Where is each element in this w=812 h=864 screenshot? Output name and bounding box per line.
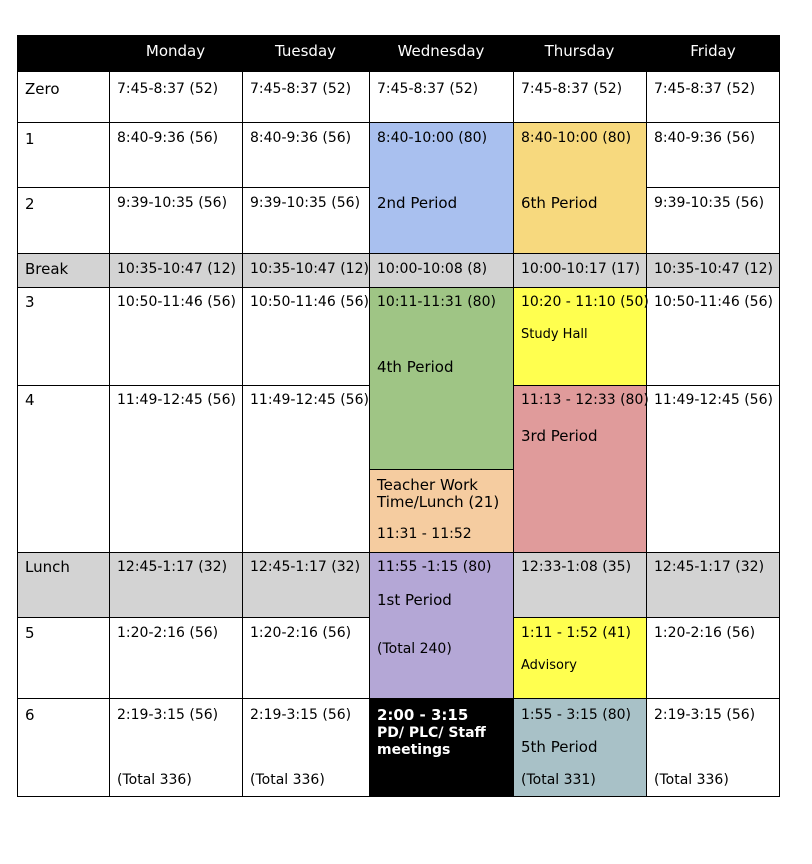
tue-total: (Total 336) (250, 772, 325, 788)
thu-6th-period-label: 6th Period (521, 194, 598, 212)
thu-3rd-period-time: 11:13 - 12:33 (80) (521, 392, 649, 408)
row-label-5: 5 (25, 624, 35, 642)
thu-5th-period-time: 1:55 - 3:15 (80) (521, 707, 632, 723)
wed-zero: 7:45-8:37 (52) (377, 81, 479, 97)
tue-zero: 7:45-8:37 (52) (250, 81, 352, 97)
thu-zero: 7:45-8:37 (52) (521, 81, 623, 97)
header-friday: Friday (646, 35, 780, 72)
fri-break: 10:35-10:47 (12) (654, 261, 773, 277)
wed-teacher-work-time: 11:31 - 11:52 (377, 526, 472, 542)
mon-break: 10:35-10:47 (12) (117, 261, 236, 277)
wed-1st-period-label: 1st Period (377, 591, 452, 609)
thu-advisory-time: 1:11 - 1:52 (41) (521, 625, 632, 641)
fri-p3: 10:50-11:46 (56) (654, 294, 773, 310)
wed-pd-line1: PD/ PLC/ Staff (377, 725, 486, 741)
wed-teacher-work-line2: Time/Lunch (21) (377, 493, 500, 511)
schedule-table (17, 35, 780, 797)
thu-break: 10:00-10:17 (17) (521, 261, 640, 277)
fri-lunch: 12:45-1:17 (32) (654, 559, 765, 575)
fri-p6: 2:19-3:15 (56) (654, 707, 756, 723)
thu-total: (Total 331) (521, 772, 596, 788)
fri-p5: 1:20-2:16 (56) (654, 625, 756, 641)
tue-lunch: 12:45-1:17 (32) (250, 559, 361, 575)
mon-p5: 1:20-2:16 (56) (117, 625, 219, 641)
header-monday: Monday (109, 35, 242, 72)
fri-p1: 8:40-9:36 (56) (654, 130, 756, 146)
fri-p4: 11:49-12:45 (56) (654, 392, 773, 408)
tue-p5: 1:20-2:16 (56) (250, 625, 352, 641)
mon-p3: 10:50-11:46 (56) (117, 294, 236, 310)
wed-4th-period-block (369, 287, 513, 469)
header-wednesday: Wednesday (369, 35, 513, 72)
row-label-zero: Zero (25, 80, 60, 98)
row-label-lunch: Lunch (25, 558, 70, 576)
fri-zero: 7:45-8:37 (52) (654, 81, 756, 97)
row-label-4: 4 (25, 391, 35, 409)
mon-p6: 2:19-3:15 (56) (117, 707, 219, 723)
row-label-2: 2 (25, 195, 35, 213)
wed-2nd-period-label: 2nd Period (377, 194, 458, 212)
tue-p2: 9:39-10:35 (56) (250, 195, 361, 211)
wed-break: 10:00-10:08 (8) (377, 261, 488, 277)
thu-5th-period-label: 5th Period (521, 738, 598, 756)
header-tuesday: Tuesday (242, 35, 369, 72)
wed-teacher-work-line1: Teacher Work (377, 476, 478, 494)
wed-2nd-period-time: 8:40-10:00 (80) (377, 130, 488, 146)
thu-lunch: 12:33-1:08 (35) (521, 559, 632, 575)
mon-total: (Total 336) (117, 772, 192, 788)
wed-1st-period-time: 11:55 -1:15 (80) (377, 559, 492, 575)
thu-advisory-label: Advisory (521, 658, 577, 673)
row-label-3: 3 (25, 293, 35, 311)
tue-p6: 2:19-3:15 (56) (250, 707, 352, 723)
tue-p4: 11:49-12:45 (56) (250, 392, 369, 408)
mon-lunch: 12:45-1:17 (32) (117, 559, 228, 575)
thu-study-hall-label: Study Hall (521, 327, 588, 342)
tue-p1: 8:40-9:36 (56) (250, 130, 352, 146)
tue-break: 10:35-10:47 (12) (250, 261, 369, 277)
mon-p4: 11:49-12:45 (56) (117, 392, 236, 408)
wed-total: (Total 240) (377, 641, 452, 657)
wed-pd-time: 2:00 - 3:15 (377, 706, 469, 724)
thu-3rd-period-block (513, 385, 646, 552)
thu-study-hall-time: 10:20 - 11:10 (50) (521, 294, 649, 310)
mon-p2: 9:39-10:35 (56) (117, 195, 228, 211)
row-label-6: 6 (25, 706, 35, 724)
header-corner (17, 35, 109, 72)
header-thursday: Thursday (513, 35, 646, 72)
row-label-1: 1 (25, 130, 35, 148)
tue-p3: 10:50-11:46 (56) (250, 294, 369, 310)
mon-zero: 7:45-8:37 (52) (117, 81, 219, 97)
row-label-break: Break (25, 260, 69, 278)
thu-3rd-period-label: 3rd Period (521, 427, 598, 445)
wed-4th-period-time: 10:11-11:31 (80) (377, 294, 496, 310)
wed-4th-period-label: 4th Period (377, 358, 454, 376)
fri-p2: 9:39-10:35 (56) (654, 195, 765, 211)
mon-p1: 8:40-9:36 (56) (117, 130, 219, 146)
fri-total: (Total 336) (654, 772, 729, 788)
thu-6th-period-time: 8:40-10:00 (80) (521, 130, 632, 146)
wed-pd-line2: meetings (377, 742, 451, 758)
